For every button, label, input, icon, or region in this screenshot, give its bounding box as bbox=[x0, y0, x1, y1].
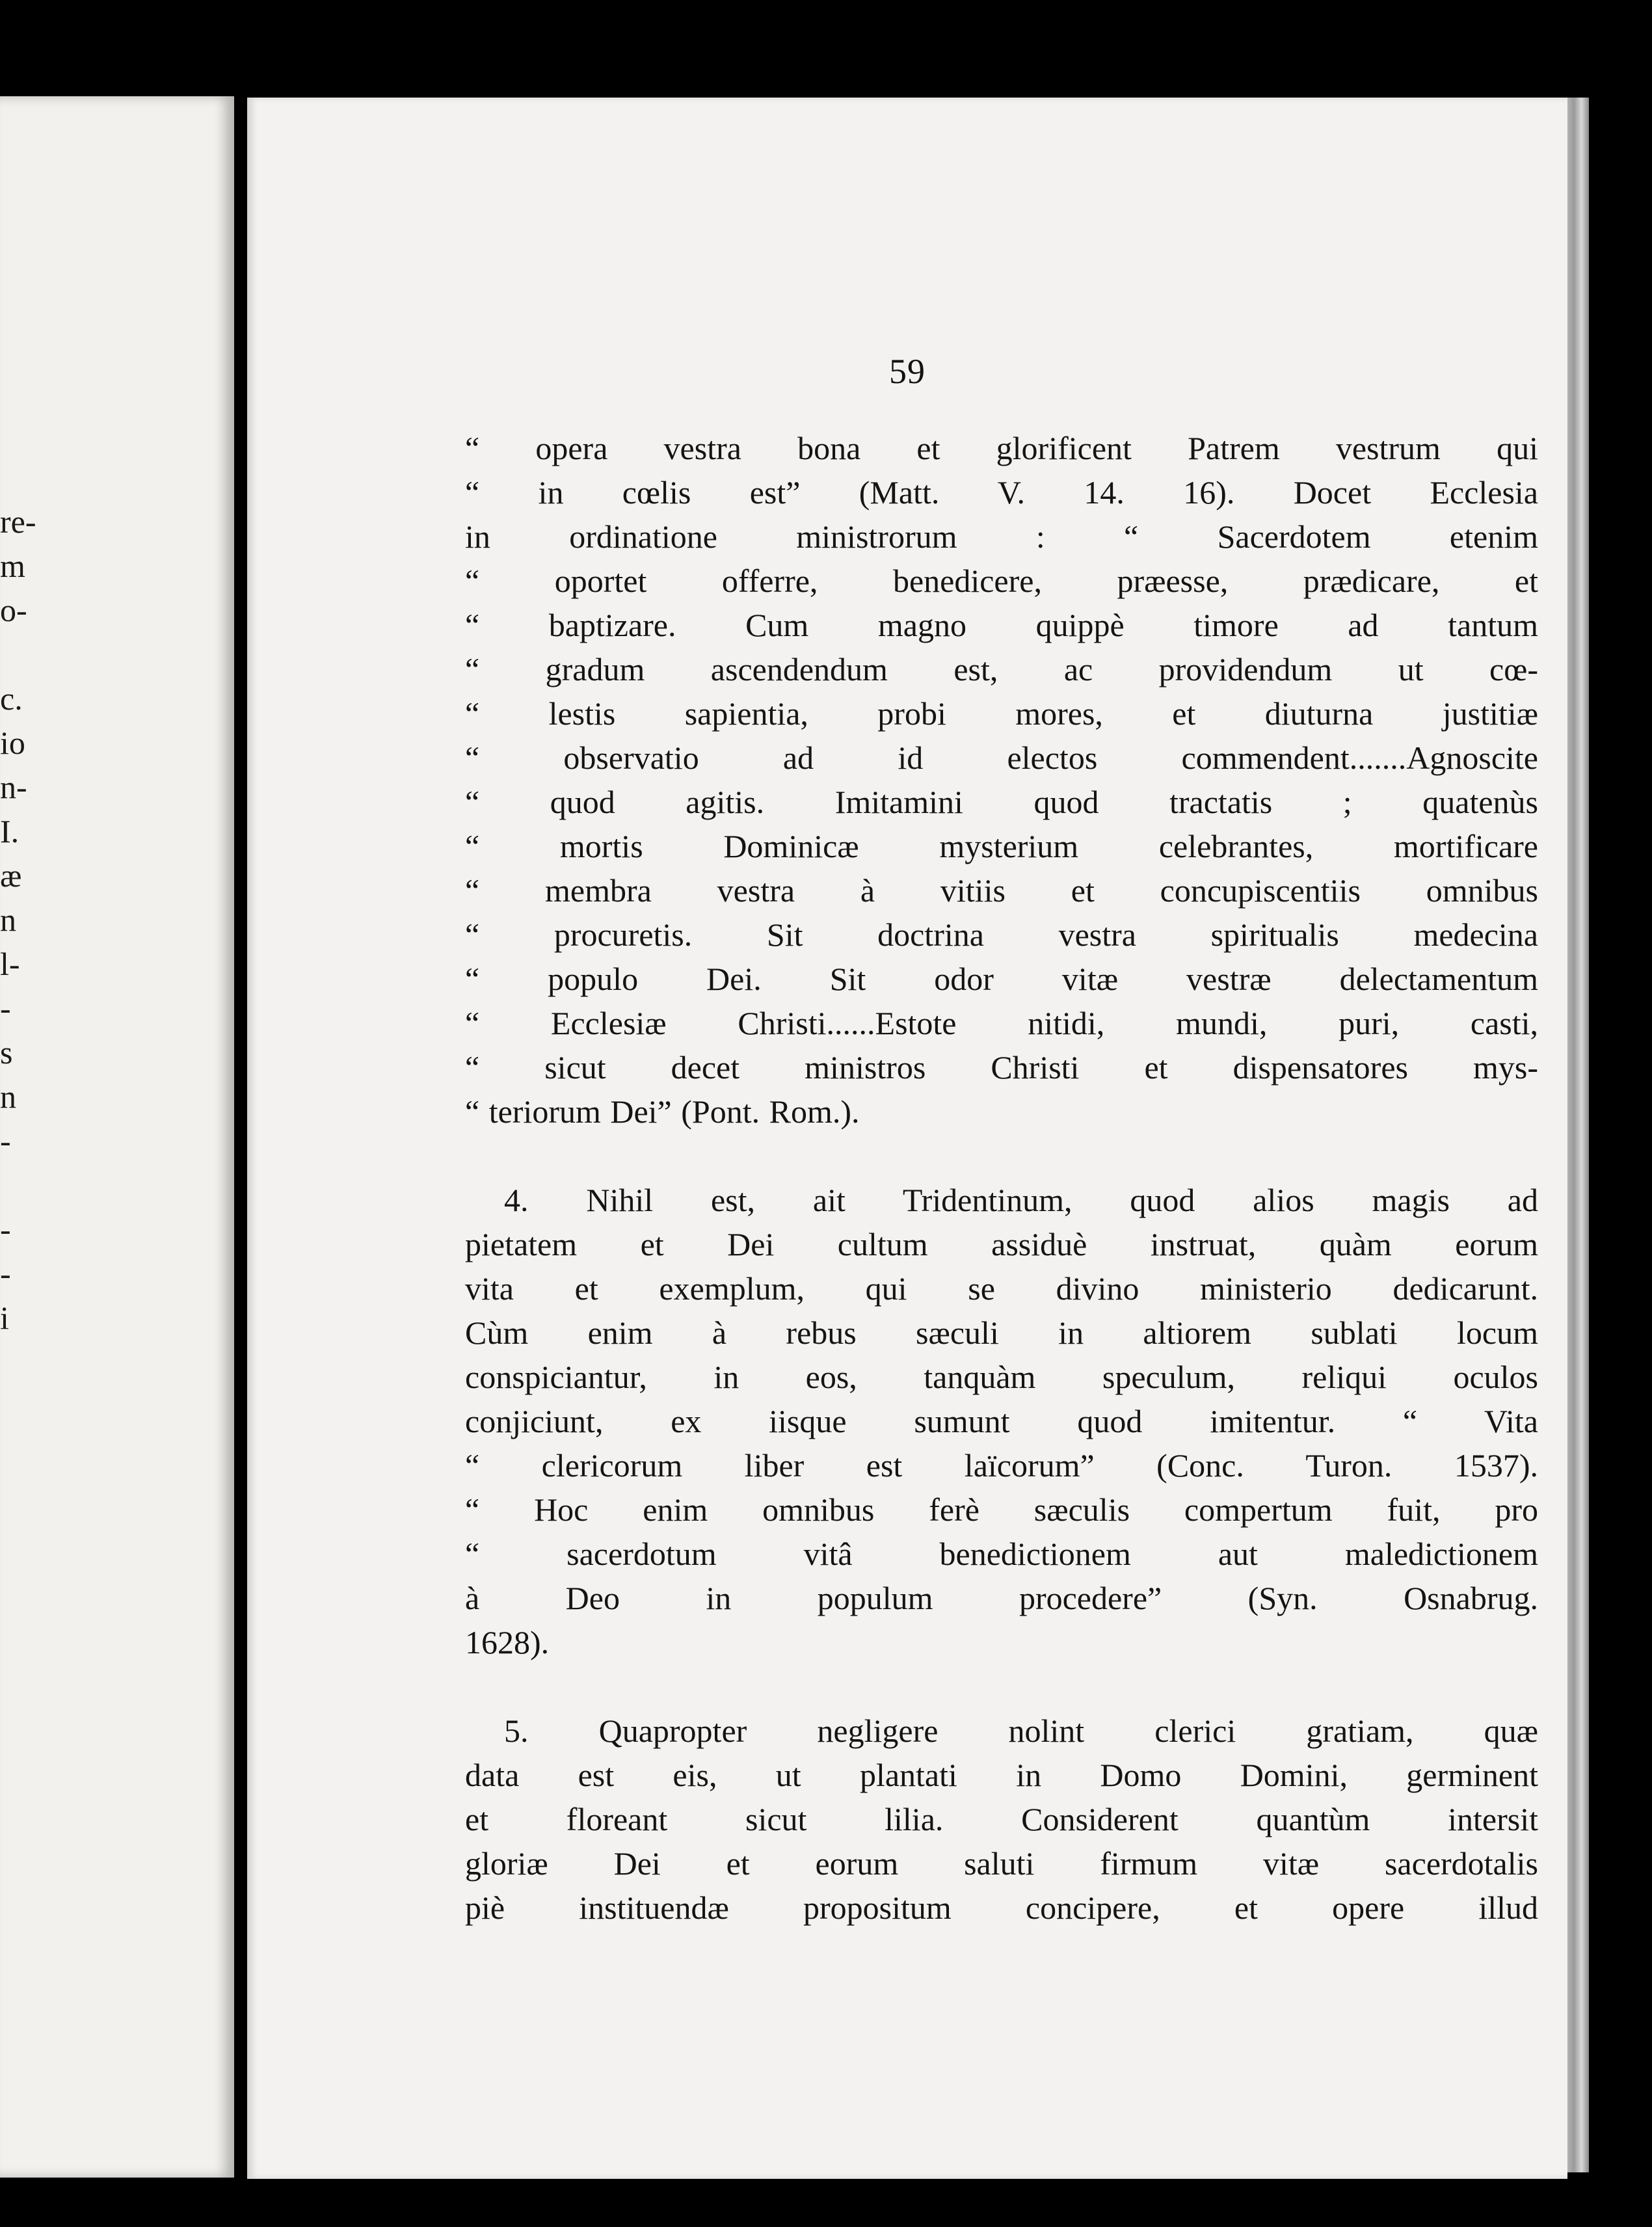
fragment-line: n bbox=[0, 901, 16, 938]
body-text bbox=[465, 426, 1538, 1930]
text-line: 4. Nihil est, ait Tridentinum, quod alios magis ad bbox=[504, 1182, 1538, 1218]
text-line: piè instituendæ propositum concipere, et opere illud bbox=[465, 1889, 1538, 1926]
page-number: 59 bbox=[889, 352, 926, 391]
fragment-line bbox=[0, 1163, 59, 1207]
text-line: “ observatio ad id electos commendent.......Agnoscite bbox=[465, 740, 1538, 776]
text-line: conspiciantur, in eos, tanquàm speculum, reliqui oculos bbox=[465, 1359, 1538, 1395]
fragment-line: - bbox=[0, 1255, 11, 1292]
text-line: Cùm enim à rebus sæculi in altiorem sublati locum bbox=[465, 1314, 1538, 1351]
text-line: data est eis, ut plantati in Domo Domini, germinent bbox=[465, 1757, 1538, 1793]
text-line: “ mortis Dominicæ mysterium celebrantes, mortificare bbox=[465, 828, 1538, 864]
text-line: “ gradum ascendendum est, ac providendum ut cœ- bbox=[465, 651, 1538, 687]
text-line: “ lestis sapientia, probi mores, et diuturna justitiæ bbox=[465, 695, 1538, 732]
text-line: 5. Quapropter negligere nolint clerici gratiam, quæ bbox=[504, 1713, 1538, 1749]
text-line: vita et exemplum, qui se divino ministerio dedicarunt. bbox=[465, 1270, 1538, 1307]
text-line: “ baptizare. Cum magno quippè timore ad tantum bbox=[465, 607, 1538, 643]
text-line: 1628). bbox=[465, 1624, 550, 1660]
paragraph-continuation bbox=[465, 426, 1538, 1134]
text-line: “ quod agitis. Imitamini quod tractatis ; quatenùs bbox=[465, 784, 1538, 820]
text-line: “ oportet offerre, benedicere, præesse, prædicare, et bbox=[465, 563, 1538, 599]
fragment-line bbox=[0, 632, 59, 676]
fragment-line: l- bbox=[0, 946, 20, 982]
previous-page-text-fragments bbox=[0, 500, 59, 1340]
text-line: gloriæ Dei et eorum saluti firmum vitæ sacerdotalis bbox=[465, 1845, 1538, 1882]
fragment-line: I. bbox=[0, 813, 20, 849]
paragraph-gap bbox=[465, 1664, 1538, 1709]
text-line: pietatem et Dei cultum assiduè instruat, quàm eorum bbox=[465, 1226, 1538, 1262]
fragment-line: - bbox=[0, 1123, 11, 1159]
fragment-line: - bbox=[0, 1211, 11, 1247]
text-line: “ Ecclesiæ Christi......Estote nitidi, mundi, puri, casti, bbox=[465, 1005, 1538, 1041]
text-line: “ sacerdotum vitâ benedictionem aut maledictionem bbox=[465, 1536, 1538, 1572]
text-line: “ procuretis. Sit doctrina vestra spiritualis medecina bbox=[465, 916, 1538, 953]
fragment-line: i bbox=[0, 1300, 9, 1336]
text-line: à Deo in populum procedere” (Syn. Osnabrug. bbox=[465, 1580, 1538, 1616]
fragment-line: o- bbox=[0, 592, 27, 628]
fragment-line: æ bbox=[0, 857, 22, 894]
fragment-line: - bbox=[0, 990, 11, 1026]
paragraph-4 bbox=[465, 1178, 1538, 1664]
fragment-line: c. bbox=[0, 680, 23, 717]
fragment-line: re- bbox=[0, 503, 36, 540]
text-line: “ clericorum liber est laïcorum” (Conc. Turon. 1537). bbox=[465, 1447, 1538, 1484]
fragment-line: n bbox=[0, 1078, 16, 1115]
text-line: “ teriorum Dei” (Pont. Rom.). bbox=[465, 1093, 860, 1130]
text-line: “ in cœlis est” (Matt. V. 14. 16). Docet Ecclesia bbox=[465, 474, 1538, 511]
paragraph-5 bbox=[465, 1709, 1538, 1930]
text-line: “ membra vestra à vitiis et concupiscentiis omnibus bbox=[465, 872, 1538, 909]
fragment-line: s bbox=[0, 1034, 13, 1071]
text-line: “ Hoc enim omnibus ferè sæculis compertum fuit, pro bbox=[465, 1491, 1538, 1528]
text-line: conjiciunt, ex iisque sumunt quod imitentur. “ Vita bbox=[465, 1403, 1538, 1439]
text-line: “ sicut decet ministros Christi et dispensatores mys- bbox=[465, 1049, 1538, 1086]
fragment-line: m bbox=[0, 548, 25, 584]
fragment-line: io bbox=[0, 725, 25, 761]
text-line: “ opera vestra bona et glorificent Patrem vestrum qui bbox=[465, 430, 1538, 466]
text-line: et floreant sicut lilia. Considerent quantùm intersit bbox=[465, 1801, 1538, 1837]
page-stack-edge bbox=[1564, 98, 1589, 2172]
text-line: “ populo Dei. Sit odor vitæ vestræ delectamentum bbox=[465, 961, 1538, 997]
previous-page-edge bbox=[0, 96, 234, 2178]
paragraph-gap bbox=[465, 1134, 1538, 1178]
text-line: in ordinatione ministrorum : “ Sacerdotem etenim bbox=[465, 518, 1538, 555]
book-page bbox=[247, 98, 1567, 2179]
fragment-line: n- bbox=[0, 769, 27, 805]
